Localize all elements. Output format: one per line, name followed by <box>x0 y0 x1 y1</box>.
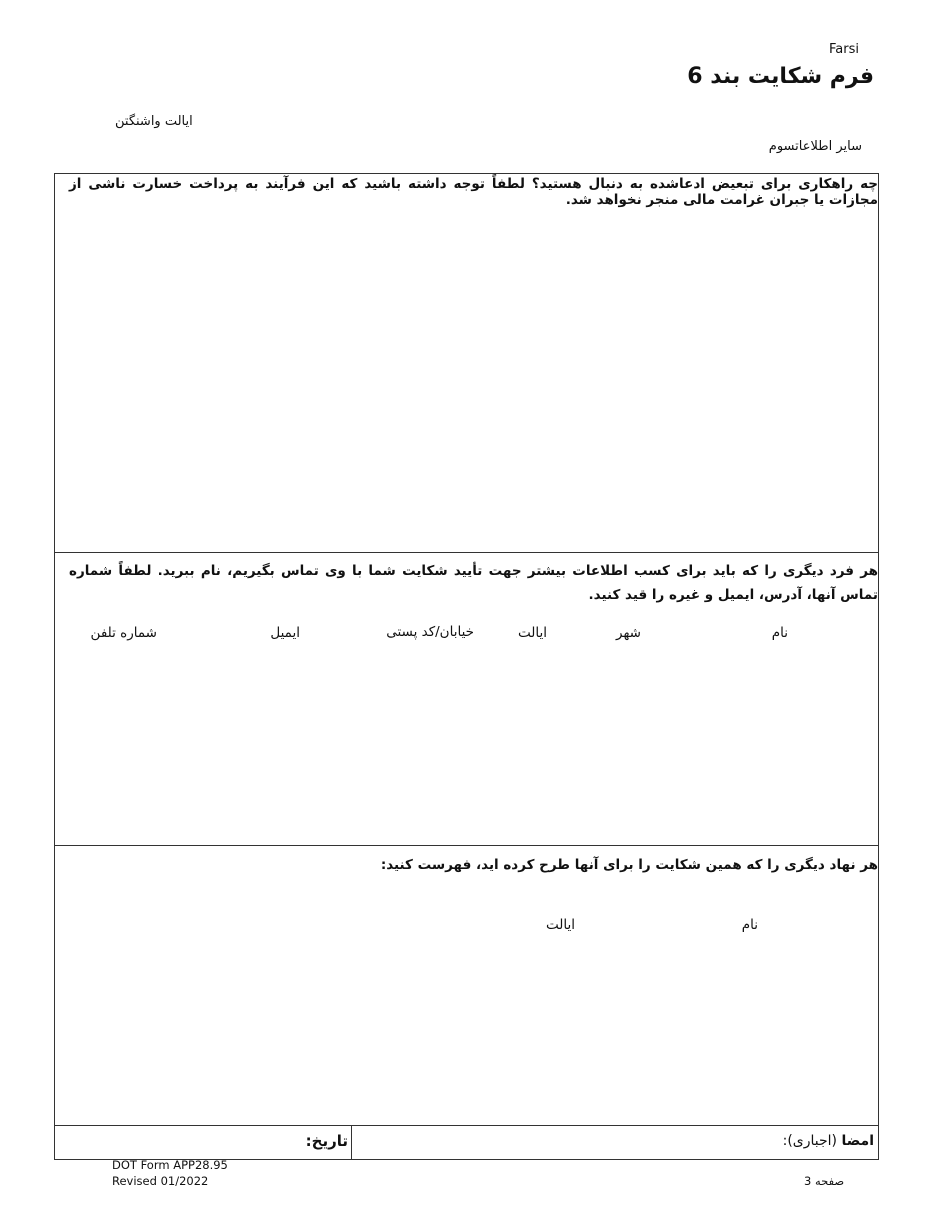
signature-label-text: امضا <box>841 1133 874 1149</box>
date-field[interactable] <box>55 1125 300 1159</box>
complaint-form-box <box>54 173 879 1160</box>
column-state: ایالت <box>518 625 547 641</box>
language-label: Farsi <box>829 42 859 57</box>
signature-row <box>55 1125 878 1159</box>
question-remedy: چه راهکاری برای تبعیض ادعاشده به دنبال هستید؟ لطفاً توجه داشته باشید که این فرآیند به پرداخت خسارت ناشی از مجازات یا جبران غرامت مالی منجر نخواهد شد. <box>69 176 878 208</box>
organization-label: ایالت واشنگتن <box>115 114 193 129</box>
agency-column-state: ایالت <box>546 917 575 933</box>
signature-required-note: (اجباری): <box>782 1133 838 1149</box>
revision-date: Revised 01/2022 <box>112 1174 209 1188</box>
agency-column-name: نام <box>741 917 758 933</box>
page-title: فرم شکایت بند 6 <box>687 64 874 89</box>
section-divider <box>55 845 878 846</box>
column-street-zip: خیابان/کد پستی <box>386 624 474 640</box>
signature-field[interactable] <box>352 1125 878 1159</box>
section-divider <box>55 552 878 553</box>
agencies-answer-area[interactable] <box>55 944 878 1124</box>
question-contacts: هر فرد دیگری را که باید برای کسب اطلاعات بیشتر جهت تأیید شکایت شما با وی تماس بگیریم، نام ببرید. لطفاً شماره تماس آنها، آدرس، ایمیل و غیره را قید کنید. <box>69 563 878 603</box>
column-city: شهر <box>616 625 641 641</box>
column-email: ایمیل <box>270 625 300 641</box>
contacts-answer-area[interactable] <box>55 654 878 844</box>
section-label: سایر اطلاعاتسوم <box>768 139 862 154</box>
column-name: نام <box>771 625 788 641</box>
remedy-answer-area[interactable] <box>55 214 878 552</box>
question-other-agencies: هر نهاد دیگری را که همین شکایت را برای آنها طرح کرده اید، فهرست کنید: <box>380 857 878 873</box>
form-number: DOT Form APP28.95 <box>112 1158 228 1172</box>
page-number: صفحه 3 <box>804 1174 845 1188</box>
column-phone: شماره تلفن <box>90 625 157 641</box>
date-label: تاریخ: <box>305 1132 348 1150</box>
